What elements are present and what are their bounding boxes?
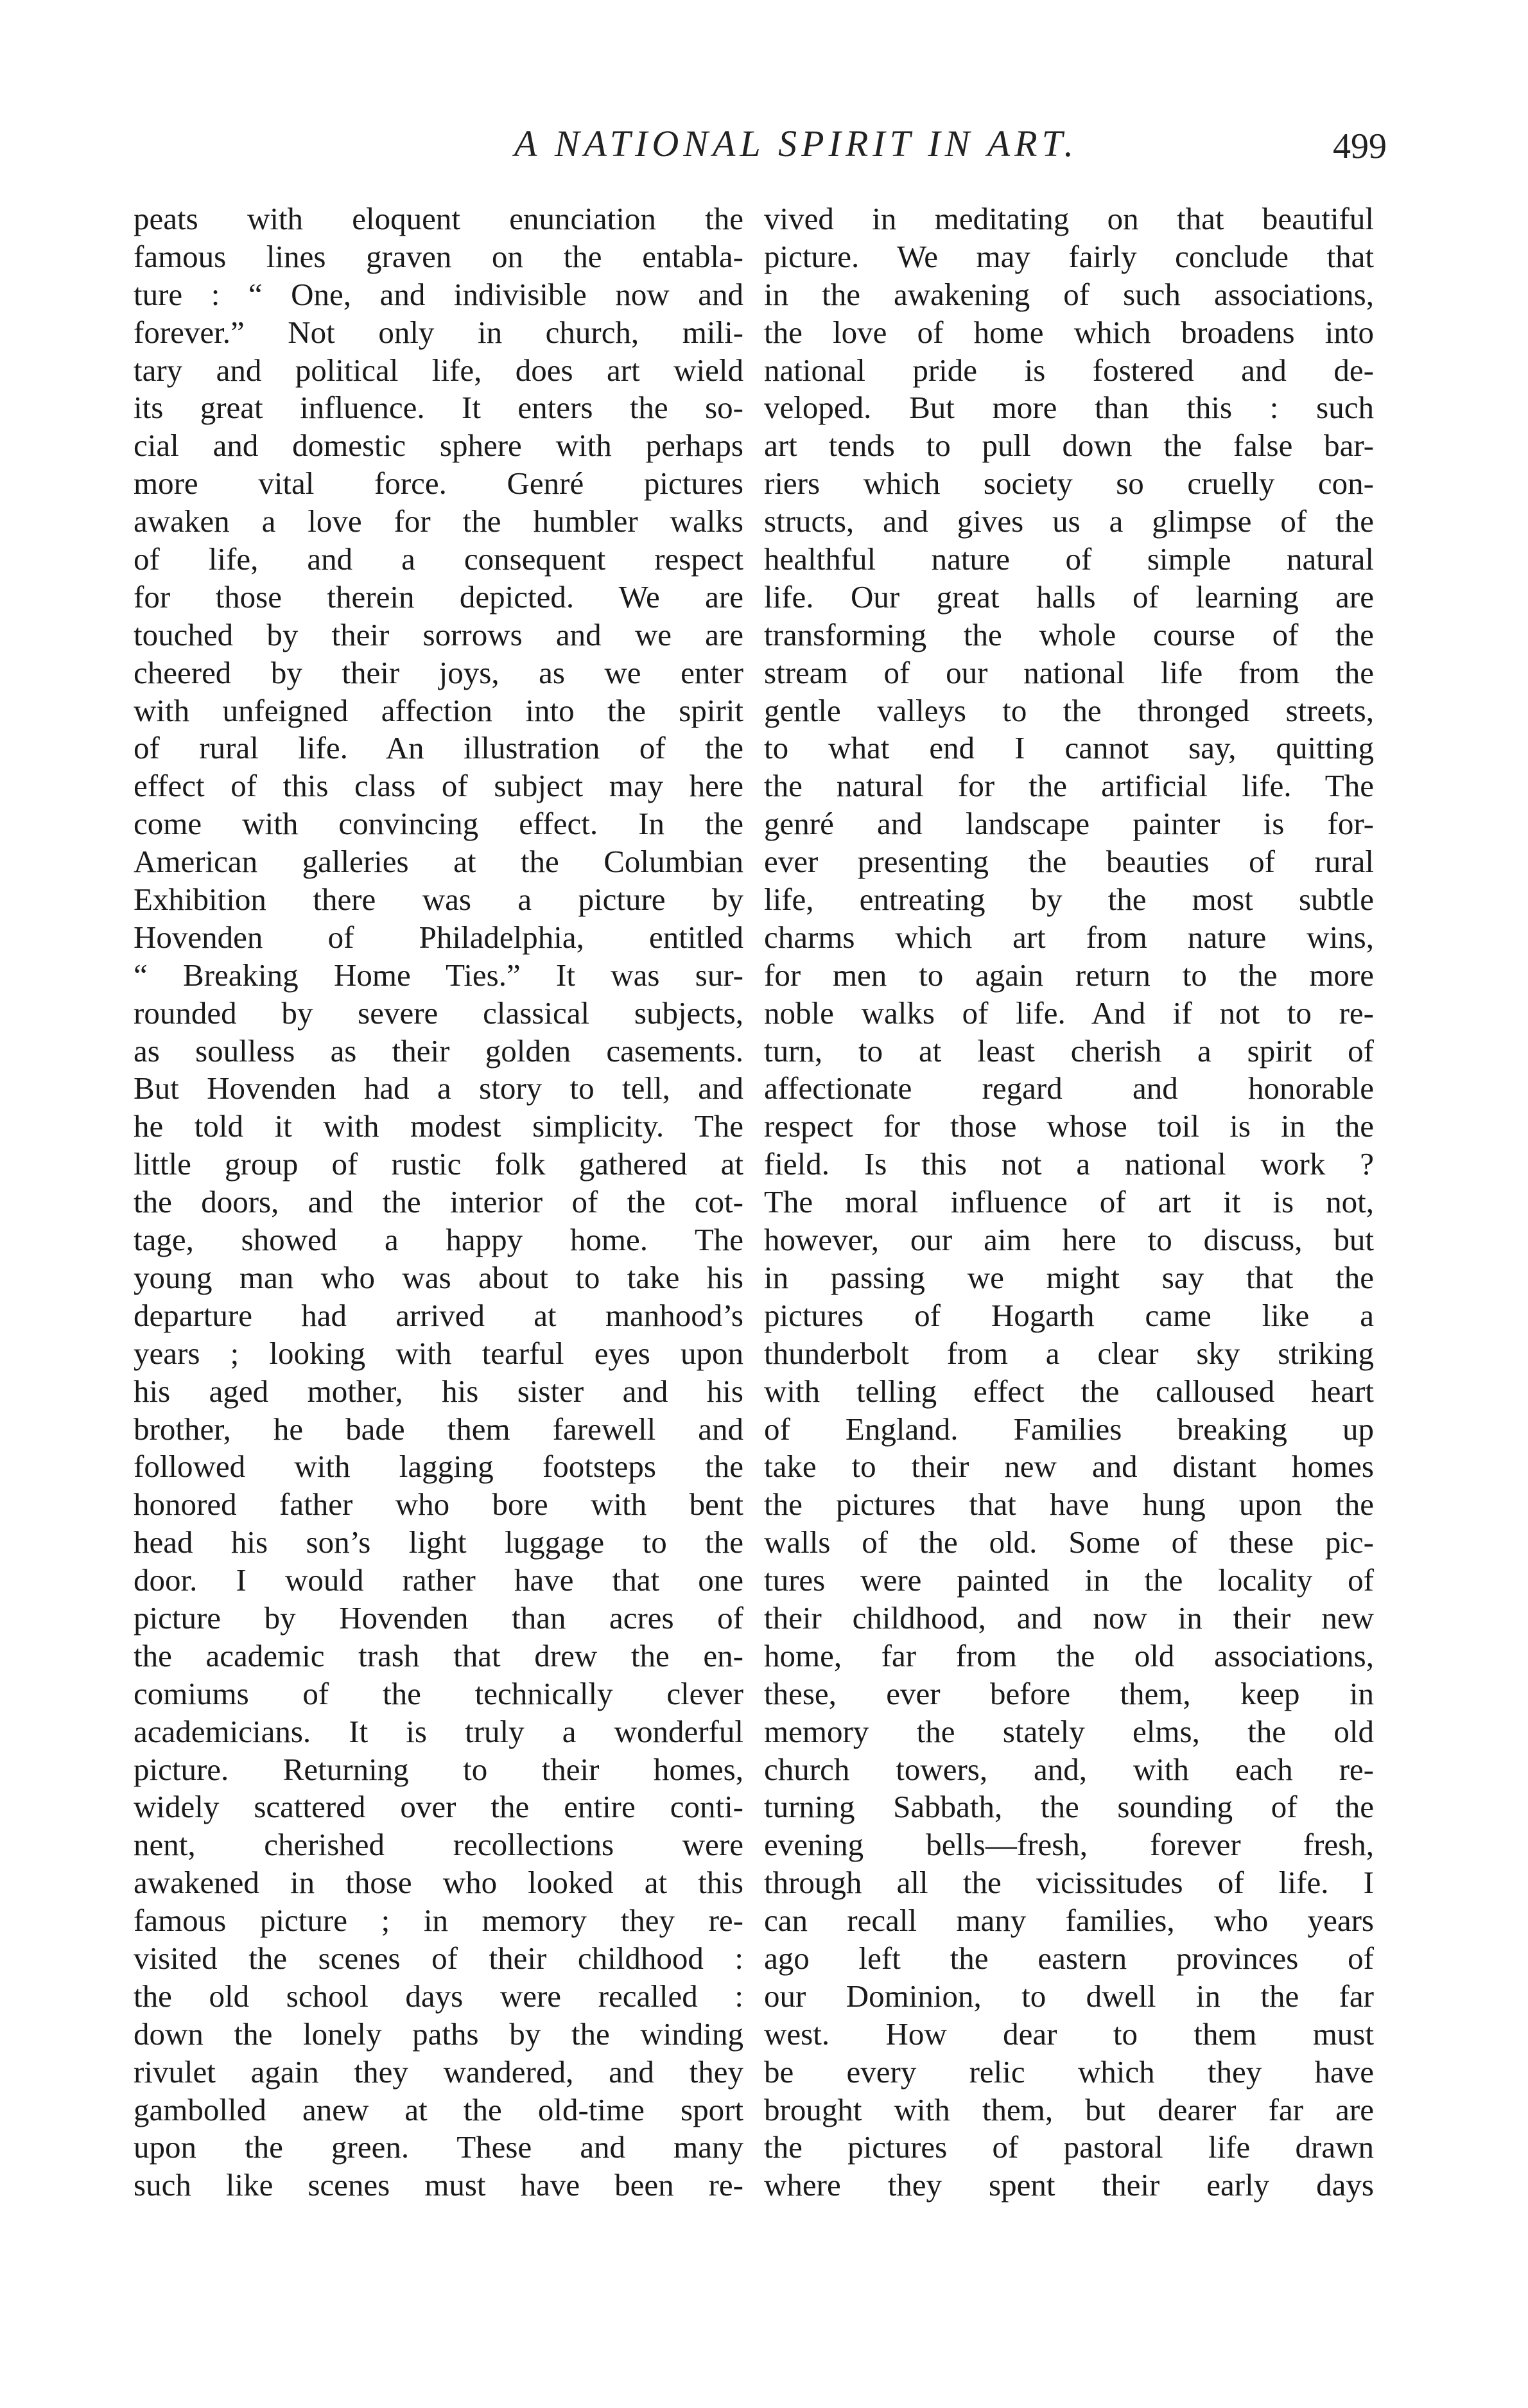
text-line: tures were painted in the locality of (764, 1562, 1374, 1598)
text-line: famous picture ; in memory they re- (134, 1903, 743, 1939)
text-line: transforming the whole course of the (764, 616, 1374, 652)
text-line: the academic trash that drew the en- (134, 1637, 743, 1673)
text-line: picture by Hovenden than acres of (134, 1600, 743, 1636)
text-line: young man who was about to take his (134, 1259, 743, 1295)
text-line: home, far from the old associations, (764, 1637, 1374, 1673)
text-line: head his son’s light luggage to the (134, 1524, 743, 1560)
text-line: down the lonely paths by the winding (134, 2016, 743, 2052)
text-line: charms which art from nature wins, (764, 919, 1374, 955)
text-line: with unfeigned affection into the spirit (134, 692, 743, 728)
text-line: brother, he bade them farewell and (134, 1411, 743, 1447)
text-line: life, entreating by the most subtle (764, 882, 1374, 918)
text-line: American galleries at the Columbian (134, 844, 743, 880)
text-line: the love of home which broadens into (764, 314, 1374, 350)
text-line: be every relic which they have (764, 2054, 1374, 2090)
text-line: of rural life. An illustration of the (134, 730, 743, 766)
text-line: peats with eloquent enunciation the (134, 201, 743, 236)
text-line: tage, showed a happy home. The (134, 1222, 743, 1258)
text-line: vived in meditating on that beautiful (764, 201, 1374, 236)
text-line: awaken a love for the humbler walks (134, 503, 743, 539)
text-line: The moral influence of art it is not, (764, 1184, 1374, 1220)
right-text-column (764, 200, 1374, 2204)
text-line: respect for those whose toil is in the (764, 1108, 1374, 1144)
text-line: memory the stately elms, the old (764, 1713, 1374, 1749)
text-line: turn, to at least cherish a spirit of (764, 1033, 1374, 1069)
text-line: more vital force. Genré pictures (134, 466, 743, 502)
text-line: picture. Returning to their homes, (134, 1751, 743, 1787)
text-line: national pride is fostered and de- (764, 352, 1374, 388)
text-line: come with convincing effect. In the (134, 806, 743, 842)
text-line: field. Is this not a national work ? (764, 1146, 1374, 1182)
text-line: its great influence. It enters the so- (134, 390, 743, 426)
text-line: academicians. It is truly a wonderful (134, 1713, 743, 1749)
text-line: rounded by severe classical subjects, (134, 995, 743, 1031)
text-line: church towers, and, with each re- (764, 1751, 1374, 1787)
text-line: evening bells—fresh, forever fresh, (764, 1827, 1374, 1863)
text-line: ture : “ One, and indivisible now and (134, 276, 743, 312)
text-line: as soulless as their golden casements. (134, 1033, 743, 1069)
text-line: affectionate regard and honorable (764, 1070, 1374, 1106)
text-line: Hovenden of Philadelphia, entitled (134, 919, 743, 955)
text-line: veloped. But more than this : such (764, 390, 1374, 426)
text-line: nent, cherished recollections were (134, 1827, 743, 1863)
text-line: awakened in those who looked at this (134, 1865, 743, 1901)
text-line: brought with them, but dearer far are (764, 2091, 1374, 2127)
text-line: honored father who bore with bent (134, 1487, 743, 1522)
text-line: riers which society so cruelly con- (764, 466, 1374, 502)
text-line: ago left the eastern provinces of (764, 1940, 1374, 1976)
text-line: stream of our national life from the (764, 654, 1374, 690)
text-line: the old school days were recalled : (134, 1978, 743, 2014)
text-line: comiums of the technically clever (134, 1675, 743, 1711)
text-line: famous lines graven on the entabla- (134, 238, 743, 274)
text-line: in passing we might say that the (764, 1259, 1374, 1295)
left-text-column (134, 200, 743, 2204)
text-line: genré and landscape painter is for- (764, 806, 1374, 842)
text-line: in the awakening of such associations, (764, 276, 1374, 312)
text-line: art tends to pull down the false bar- (764, 428, 1374, 464)
text-line: with telling effect the calloused heart (764, 1373, 1374, 1409)
text-line: for those therein depicted. We are (134, 579, 743, 615)
text-line: widely scattered over the entire conti- (134, 1789, 743, 1825)
text-line: of life, and a consequent respect (134, 541, 743, 577)
text-line: years ; looking with tearful eyes upon (134, 1335, 743, 1371)
text-line: however, our aim here to discuss, but (764, 1222, 1374, 1258)
text-line: touched by their sorrows and we are (134, 616, 743, 652)
text-line: door. I would rather have that one (134, 1562, 743, 1598)
text-line: tary and political life, does art wield (134, 352, 743, 388)
running-title: A NATIONAL SPIRIT IN ART. (514, 123, 1079, 164)
text-line: healthful nature of simple natural (764, 541, 1374, 577)
text-line: “ Breaking Home Ties.” It was sur- (134, 957, 743, 993)
text-line: picture. We may fairly conclude that (764, 238, 1374, 274)
text-line: their childhood, and now in their new (764, 1600, 1374, 1636)
text-line: the pictures of pastoral life drawn (764, 2129, 1374, 2165)
text-line: structs, and gives us a glimpse of the (764, 503, 1374, 539)
page-number: 499 (1333, 127, 1387, 166)
text-line: for men to again return to the more (764, 957, 1374, 993)
text-line: But Hovenden had a story to tell, and (134, 1070, 743, 1106)
text-line: departure had arrived at manhood’s (134, 1297, 743, 1333)
text-line: gambolled anew at the old-time sport (134, 2091, 743, 2127)
text-line: such like scenes must have been re- (134, 2167, 743, 2203)
text-line: through all the vicissitudes of life. I (764, 1865, 1374, 1901)
text-line: cial and domestic sphere with perhaps (134, 428, 743, 464)
text-line: turning Sabbath, the sounding of the (764, 1789, 1374, 1825)
text-line: rivulet again they wandered, and they (134, 2054, 743, 2090)
text-line: noble walks of life. And if not to re- (764, 995, 1374, 1031)
text-line: upon the green. These and many (134, 2129, 743, 2165)
text-line: Exhibition there was a picture by (134, 882, 743, 918)
text-line: cheered by their joys, as we enter (134, 654, 743, 690)
text-line: of England. Families breaking up (764, 1411, 1374, 1447)
text-line: life. Our great halls of learning are (764, 579, 1374, 615)
text-line: ever presenting the beauties of rural (764, 844, 1374, 880)
text-line: followed with lagging footsteps the (134, 1449, 743, 1485)
text-line: his aged mother, his sister and his (134, 1373, 743, 1409)
text-line: these, ever before them, keep in (764, 1675, 1374, 1711)
text-line: thunderbolt from a clear sky striking (764, 1335, 1374, 1371)
text-line: can recall many families, who years (764, 1903, 1374, 1939)
text-line: take to their new and distant homes (764, 1449, 1374, 1485)
text-line: visited the scenes of their childhood : (134, 1940, 743, 1976)
text-line: effect of this class of subject may here (134, 768, 743, 804)
text-line: little group of rustic folk gathered at (134, 1146, 743, 1182)
text-line: he told it with modest simplicity. The (134, 1108, 743, 1144)
text-line: the natural for the artificial life. The (764, 768, 1374, 804)
text-line: pictures of Hogarth came like a (764, 1297, 1374, 1333)
text-line: forever.” Not only in church, mili- (134, 314, 743, 350)
text-line: gentle valleys to the thronged streets, (764, 692, 1374, 728)
text-line: where they spent their early days (764, 2167, 1374, 2203)
text-line: to what end I cannot say, quitting (764, 730, 1374, 766)
text-line: walls of the old. Some of these pic- (764, 1524, 1374, 1560)
text-line: our Dominion, to dwell in the far (764, 1978, 1374, 2014)
text-line: west. How dear to them must (764, 2016, 1374, 2052)
text-line: the pictures that have hung upon the (764, 1487, 1374, 1522)
text-line: the doors, and the interior of the cot- (134, 1184, 743, 1220)
